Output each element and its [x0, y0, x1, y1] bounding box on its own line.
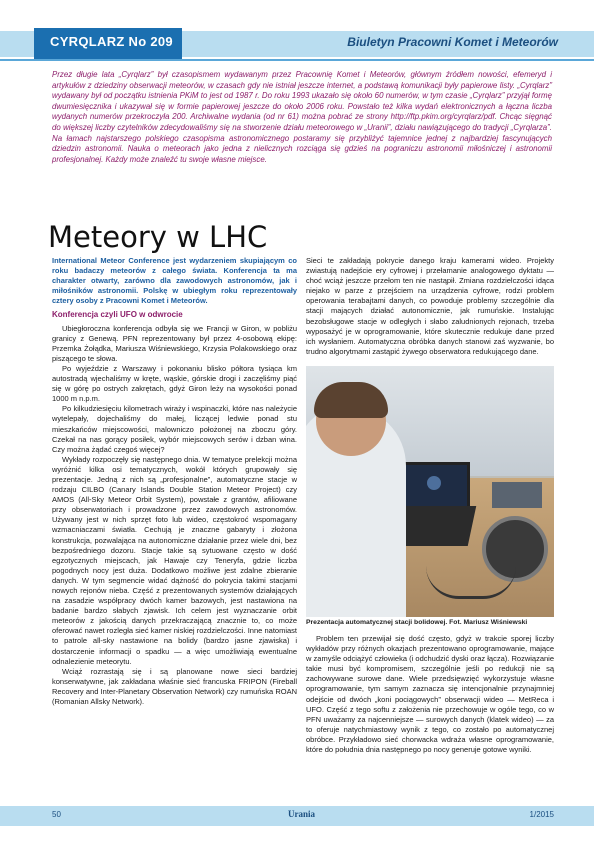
left-column — [52, 256, 297, 707]
article-photo — [306, 366, 554, 617]
paragraph: Po wyjeździe z Warszawy i pokonaniu blisko półtora tysiąca km autostradą wjechaliśmy w kręte, wąskie, górskie drogi i zaczęliśmy piąć się w górę po ostrych zakrętach, gdyż Giron leży na wysokości ponad 1000 m n.p.m. — [52, 363, 297, 404]
photo-equipment-box — [492, 482, 542, 508]
intro-text — [52, 70, 552, 165]
page-footer — [0, 806, 594, 826]
magazine-name: Urania — [288, 809, 315, 819]
right-column-top — [306, 256, 554, 357]
bulletin-title: Biuletyn Pracowni Komet i Meteorów — [347, 35, 558, 49]
paragraph: Sieci te zakładają pokrycie danego kraju kamerami wideo. Projekty zwiastują nadejście ery cyfrowej i przełamanie analogowego dyktatu — choć wciąż jeszcze przełom ten nie nastąpił. Zmiana rozdzielczości idąca niejako w parze z przejściem na urządzenia cyfrowe, rodzi problem operowania terabajtami danych, co powoduje problemy szczególnie dla stacji mających działać autonomicznie, jak rumuńskie. Instalując bezobsługowe stacje w odległych i słabo zaludnionych rejonach, trzeba wyposażyć je w oprogramowanie, które skutecznie redukuje dane przed ich wysłaniem. Automatyczna obróbka danych stanowi zaś wyzwanie, bo trudno algorytmami zastąpić żywego obserwatora redukującego dane. — [306, 256, 554, 356]
page-header — [0, 0, 594, 62]
intro-paragraph: Przez długie lata „Cyrqlarz” był czasopismem wydawanym przez Pracownię Komet i Meteorów, głównym źródłem nowości, efemeryd i artykułów z dziedziny obserwacji meteorów, w czasach gdy nie istniał jeszcze internet, a podstawą komunikacji były papierowe listy. „Cyrqlarz” wydawany był od początku istnienia PKiM to jest od 1987 r. Do roku 1993 ukazało się około 60 numerów, w tym czasie „Cyrqlarz” przyjął formę dwumiesięcznika i ukazywał się w formie papierowej jeszcze do około 2006 roku. Powstało też kilka wydań elektronicznych a łączna liczba wydanych numerów przekroczyła 200. Archiwalne wydania (od nr 61) można pobrać ze strony http://ftp.pkim.org/cyrqlarz/pdf. Chcąc sięgnąć do większej liczby czytelników zdecydowaliśmy się na stworzenie działu meteorowego w „Uranii”, działu nawiązującego do tradycji „Cyrqlarza”. Na łamach najstarszego polskiego czasopisma astronomicznego postaramy się przybliżyć tajemnice jednej z najbardziej fascynujących dziedzin astronomii. Nauka o meteorach jako jedna z nielicznych rozciąga się gdzieś na pograniczu astronomii miłośniczej i astronomii profesjonalnej. Każdy może znaleźć tu swoje własne miejsce. — [52, 70, 552, 164]
header-divider — [0, 59, 594, 61]
section-subhead: Konferencja czyli UFO w odwrocie — [52, 310, 183, 320]
issue-number: 1/2015 — [529, 810, 554, 819]
article-lead: International Meteor Conference jest wydarzeniem skupiającym co roku badaczy meteorów z całego świata. Konferencja ta ma charakter otwarty, zarówno dla zawodowych astronomów, jak i miłośników astronomii. Polskę w ubiegłym roku reprezentowały cztery osoby z Pracowni Komet i Meteorów. — [52, 256, 297, 306]
article-title: Meteory w LHC — [48, 220, 268, 254]
photo-screen-image — [427, 476, 441, 490]
paragraph: Wciąż rozrastają się i są planowane nowe sieci bardziej konserwatywne, jak zakładana właśnie sieć francuska FRIPON (Fireball Recovery and Inter-Planetary Observation Network) czy rumuńska ROAN (Romanian Allsky Network). — [52, 666, 297, 707]
photo-caption: Prezentacja automatycznej stacji bolidowej. Fot. Mariusz Wiśniewski — [306, 619, 528, 626]
paragraph: Wykłady rozpoczęły się następnego dnia. W tematyce prelekcji można wyróżnić kilka osi tematycznych, wokół których grupowały się prezentacje. Jedną z nich są „profesjonalne”, automatyczne stacje w rodzaju CILBO (Canary Islands Double Station Meteor Project) czy AMOS (All-Sky Meteor Orbit System), powstałe z grantów, afiliowane przy obserwatoriach i prowadzone przez zawodowych astronomów. Używany jest w nich sprzęt foto lub wideo, częstokroć wspomagany wzmacniaczami światła. Cechują je znaczne gabaryty i złożona konstrukcja, pozwalająca na autonomiczne działanie przez wiele dni, bez bezpośredniego dozoru. Stacje takie są sytuowane często w dość egzotycznych miejscach, jak Hawaje czy Teneryfa, gdzie liczba pogodnych nocy jest duża. Dodatkowo możliwe jest zdalne zbieranie danych. W tym segmencie widać dążność do pokrycia takimi stacjami nowych rejonów nieba. Część z prezentowanych systemów działających na zasadzie współpracy dwóch kamer bazowych, jest nastawiona na badanie bardzo słabych zjawisk. Ich celem jest wyznaczanie orbit meteorów z jakością danych przekraczającą znacznie to, co może oferować nawet rozległa sieć kamer niskiej rozdzielczości. Inne natomiast to patrole all-sky nastawione na bolidy (bardzo jasne zjawiska) i dostarczenie informacji o spadku — a więc umożliwiają ewentualne odnalezienie meteorytu. — [52, 454, 297, 666]
page-number: 50 — [52, 810, 61, 819]
photo-person-hair — [314, 382, 388, 418]
right-column-bottom — [306, 634, 554, 755]
paragraph: Problem ten przewijał się dość często, gdyż w trakcie sporej liczby wykładów przy różnych okazjach prezentowano oprogramowanie, mające w zamyśle odciążyć człowieka (i odchudzić dyski oraz łącza). Rozwiązanie takie musi być kompromisem, szczególnie jeśli po redukcji nie są zachowywane surowe dane. Wiele przedsięwzięć wykorzystuje własne oprogramowanie, tym samym zaznacza się intencjonalnie przynajmniej odejście od dwóch „koni pociągowych” obserwacji wideo — MetReca i UFO. Część z tego softu z założenia nie przechowuje w ogóle tego, co w PFN uważamy za najcenniejsze — surowych danych (klatek wideo) — za to oferuje natychmiastowy wynik z tego, co zostało po automatycznej obróbce. Przykładowo sieć chorwacka wdraża własne oprogramowanie, które do południa dnia następnego po nocy generuje gotowe wyniki. — [306, 634, 554, 755]
paragraph: Po kilkudziesięciu kilometrach wiraży i wspinaczki, które nas należycie wytelepały, dojechaliśmy do małej, liczącej ledwie ponad stu mieszkańców miejscowości, malowniczo położonej na zboczu góry. Czekał na nas gorący posiłek, wybór miejscowych serów i dzban wina. Czy można żądać czegoś więcej? — [52, 404, 297, 454]
paragraph: Ubiegłoroczna konferencja odbyła się we Francji w Giron, w pobliżu granicy z Genewą. PFN reprezentowany był przez 4-osobową ekipę: Przemka Żołądka, Mariusza Wiśniewskiego, Krzysia Polakowskiego oraz piszącego te słowa. — [52, 323, 297, 363]
issue-title: CYRQLARZ No 209 — [50, 34, 173, 49]
